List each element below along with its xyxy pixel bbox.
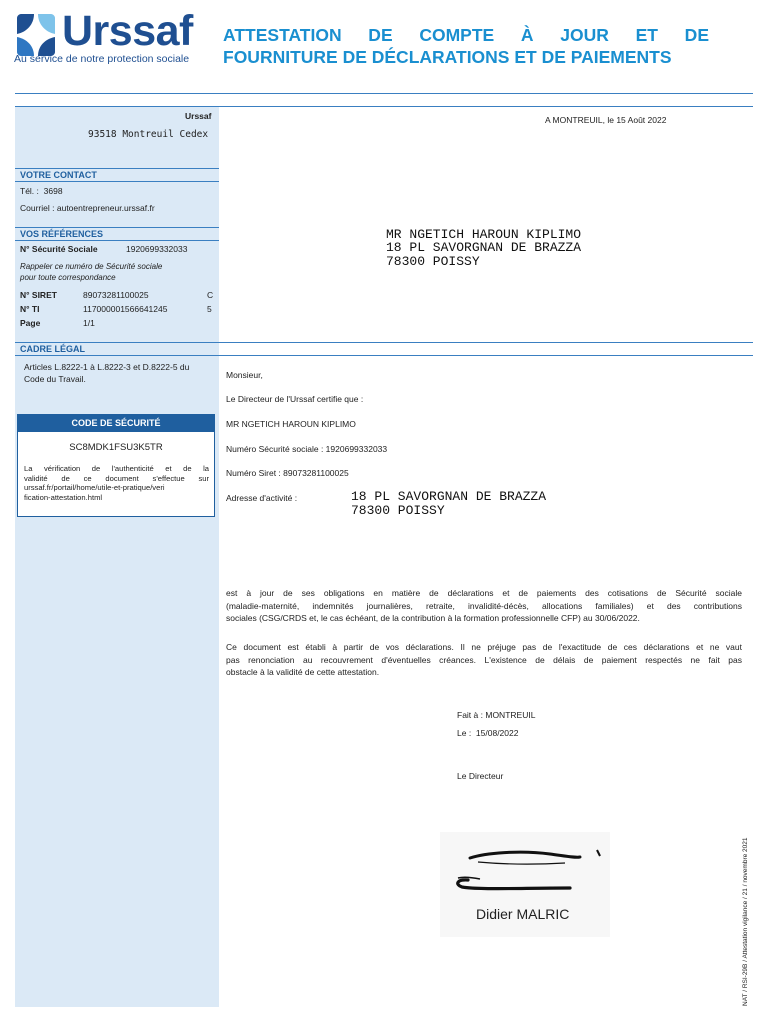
document-title-line1: ATTESTATION DE COMPTE À JOUR ET DE <box>223 25 709 45</box>
security-text-line4: fication-attestation.html <box>24 492 103 502</box>
legal-divider-bottom <box>219 355 753 356</box>
ss-value: 1920699332033 <box>126 244 188 254</box>
ss-note-line1: Rappeler ce numéro de Sécurité sociale <box>20 262 163 271</box>
contact-heading: VOTRE CONTACT <box>15 168 219 182</box>
holder-ss-number: Numéro Sécurité sociale : 1920699332033 <box>226 444 388 454</box>
signatory-title: Le Directeur <box>457 771 504 781</box>
sender-city: 93518 Montreuil Cedex <box>88 129 209 140</box>
activity-label: Adresse d'activité : <box>226 493 298 503</box>
ti-value: 117000001566641245 <box>83 304 168 314</box>
le-label: Le : <box>457 728 472 738</box>
sender-name: Urssaf <box>185 111 212 121</box>
legal-divider-top <box>219 342 753 343</box>
done-date <box>457 728 518 738</box>
activity-street: 18 PL SAVORGNAN DE BRAZZA <box>351 489 547 504</box>
ti-label: N° TI <box>20 304 40 314</box>
p2-line1: Ce document est établi à partir de vos déclarations. Il ne préjuge pas de l'exactitude de ces déclarations et ne vaut <box>226 642 742 652</box>
contact-tel <box>20 186 63 196</box>
p1-line2: (maladie-maternité, indemnités journalières, retraite, invalidité-décès, allocations familiales) et des contributions <box>226 600 742 611</box>
brand-name: Urssaf <box>62 7 193 55</box>
legal-line1: Articles L.8222-1 à L.8222-3 et D.8222-5 du <box>24 362 190 372</box>
header-divider <box>15 93 753 94</box>
ss-note-line2: pour toute correspondance <box>20 273 116 282</box>
siret-suffix: C <box>207 290 214 300</box>
page-value: 1/1 <box>83 318 95 328</box>
siret-value: 89073281100025 <box>83 290 149 300</box>
recipient-name: MR NGETICH HAROUN KIPLIMO <box>386 227 582 242</box>
document-title-line2: FOURNITURE DE DÉCLARATIONS ET DE PAIEMENTS <box>223 47 672 67</box>
holder-siret: Numéro Siret : 89073281100025 <box>226 468 349 478</box>
recipient-city: 78300 POISSY <box>386 254 480 269</box>
le-value: 15/08/2022 <box>475 728 519 738</box>
recipient-street: 18 PL SAVORGNAN DE BRAZZA <box>386 240 582 255</box>
done-at <box>457 710 535 720</box>
p2-line3: obstacle à la validité de cette attestation. <box>226 667 380 677</box>
urssaf-logo-icon <box>13 12 59 58</box>
activity-city: 78300 POISSY <box>351 503 445 518</box>
form-reference: NAT / RSI-29B / Attestation vigilance / 21 / novembre 2021 <box>742 837 749 1006</box>
signatory-name: Didier MALRIC <box>476 906 570 922</box>
security-text-line1: La vérification de l'authenticité et de la <box>24 464 209 473</box>
paragraph-disclaimer <box>226 641 742 679</box>
p2-line2: pas renonciation au recouvrement d'éventuelles créances. L'existence de délais de paiement respectés ne fait pas <box>226 654 742 665</box>
page-label: Page <box>20 318 41 328</box>
sidebar <box>15 107 219 1007</box>
place-date: A MONTREUIL, le 15 Août 2022 <box>545 115 667 125</box>
security-text <box>24 464 209 502</box>
document-title <box>223 24 709 68</box>
email-value: autoentrepreneur.urssaf.fr <box>56 203 155 213</box>
contact-email <box>20 203 155 213</box>
brand-tagline: Au service de notre protection sociale <box>14 53 190 65</box>
security-text-line2: validité de ce document s'effectue sur <box>24 473 209 483</box>
salutation: Monsieur, <box>226 370 263 380</box>
tel-value: 3698 <box>43 186 63 196</box>
ss-label: N° Sécurité Sociale <box>20 244 98 254</box>
security-box <box>17 414 215 517</box>
p1-line1: est à jour de ses obligations en matière de déclarations et de paiements des cotisations de Sécurité sociale <box>226 588 742 598</box>
references-heading: VOS RÉFÉRENCES <box>15 227 219 241</box>
legal-heading: CADRE LÉGAL <box>15 342 219 356</box>
p1-line3: sociales (CSG/CRDS et, le cas échéant, de la contribution à la formation professionnelle CFP) au 30/06/2022. <box>226 613 640 623</box>
intro-text: Le Directeur de l'Urssaf certifie que : <box>226 394 364 404</box>
email-label: Courriel : <box>20 203 55 213</box>
fait-value: MONTREUIL <box>485 710 536 720</box>
legal-line2: Code du Travail. <box>24 374 86 384</box>
security-code: SC8MDK1FSU3K5TR <box>69 442 163 453</box>
holder-name: MR NGETICH HAROUN KIPLIMO <box>226 419 356 429</box>
fait-label: Fait à : <box>457 710 483 720</box>
security-text-line3: urssaf.fr/portail/home/utile-et-pratique/veri <box>24 483 165 492</box>
security-heading: CODE DE SÉCURITÉ <box>18 415 214 432</box>
paragraph-obligations <box>226 587 742 625</box>
ti-suffix: 5 <box>207 304 212 314</box>
tel-label: Tél. : <box>20 186 39 196</box>
signature-image <box>440 832 610 912</box>
siret-label: N° SIRET <box>20 290 57 300</box>
signature-block <box>440 832 610 937</box>
